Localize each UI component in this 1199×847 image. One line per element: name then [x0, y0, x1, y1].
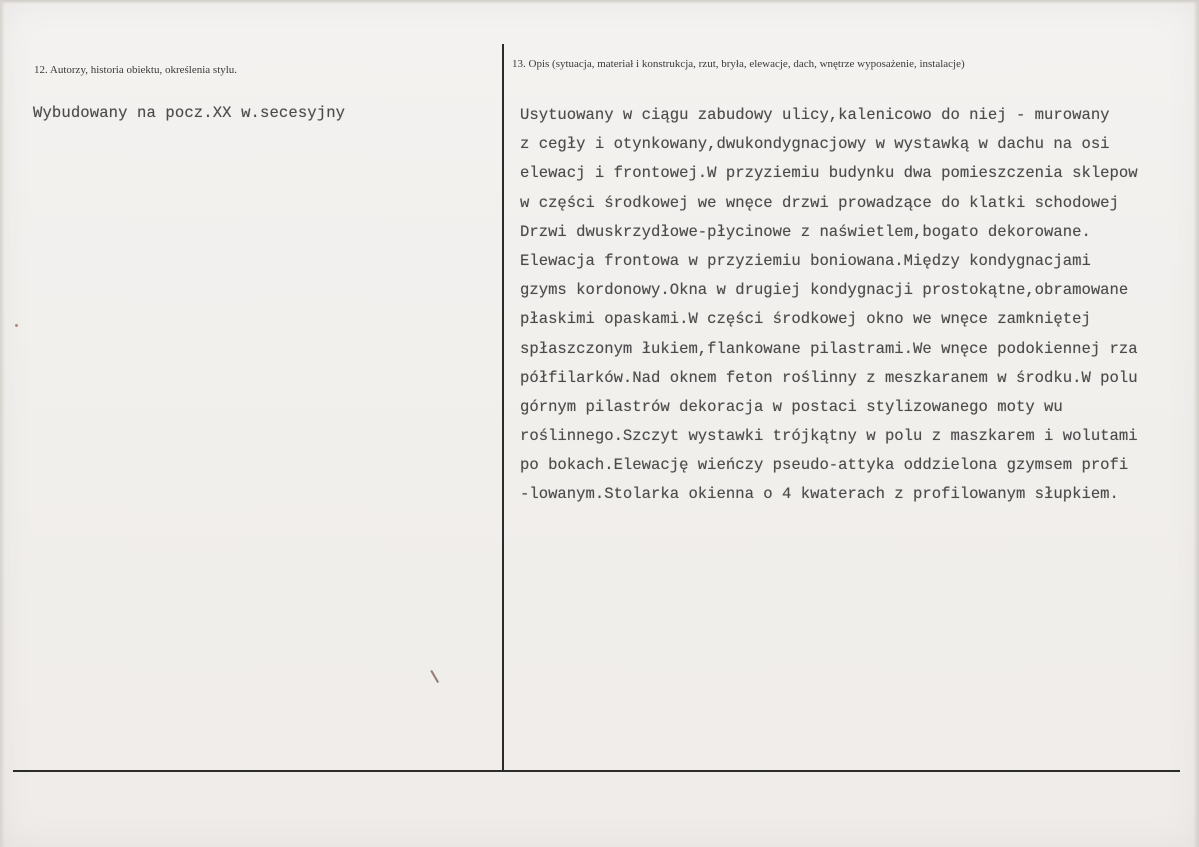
description-line: płaskimi opaskami.W części środkowej okno we wnęce zamkniętej: [520, 310, 1091, 329]
paper-right-edge: [1193, 0, 1199, 847]
column-divider: [502, 44, 504, 770]
description-line: roślinnego.Szczyt wystawki trójkątny w polu z maszkarem i wolutami: [520, 427, 1138, 446]
paper-top-edge: [0, 0, 1199, 4]
description-line: -lowanym.Stolarka okienna o 4 kwaterach z profilowanym słupkiem.: [520, 485, 1119, 504]
description-line: w części środkowej we wnęce drzwi prowadzące do klatki schodowej: [520, 193, 1119, 212]
description-line: górnym pilastrów dekoracja w postaci stylizowanego moty wu: [520, 397, 1063, 416]
field-12-label: 12. Autorzy, historia obiektu, określenia stylu.: [34, 64, 238, 76]
description-line: gzyms kordonowy.Okna w drugiej kondygnacji prostokątne,obramowane: [520, 281, 1129, 300]
description-line: Elewacja frontowa w przyziemiu boniowana.Między kondygnacjami: [520, 251, 1091, 270]
field-13-label: 13. Opis (sytuacja, materiał i konstrukcja, rzut, bryła, elewacje, dach, wnętrze wyposażenie, instalacje): [512, 58, 965, 70]
description-line: Drzwi dwuskrzydłowe-płycinowe z naświetlem,bogato dekorowane.: [520, 222, 1091, 241]
description-line: półfilarków.Nad oknem feton roślinny z meszkaranem w środku.W polu: [520, 368, 1138, 387]
description-line: elewacj i frontowej.W przyziemiu budynku dwa pomieszczenia sklepow: [520, 164, 1138, 183]
field-12-value: Wybudowany na pocz.XX w.secesyjny: [33, 104, 346, 122]
field-13-description: [520, 101, 1180, 510]
ink-stroke-mark: [430, 665, 447, 683]
description-line: Usytuowany w ciągu zabudowy ulicy,kalenicowo do niej - murowany: [520, 106, 1110, 124]
paper-left-edge: [0, 0, 5, 847]
description-line: spłaszczonym łukiem,flankowane pilastrami.We wnęce podokiennej rza: [520, 339, 1138, 358]
description-line: z cegły i otynkowany,dwukondygnacjowy w wystawką w dachu na osi: [520, 135, 1110, 154]
description-line: po bokach.Elewację wieńczy pseudo-attyka oddzielona gzymsem profi: [520, 456, 1129, 475]
bottom-rule: [13, 770, 1180, 772]
ink-dot-mark: [15, 324, 18, 327]
